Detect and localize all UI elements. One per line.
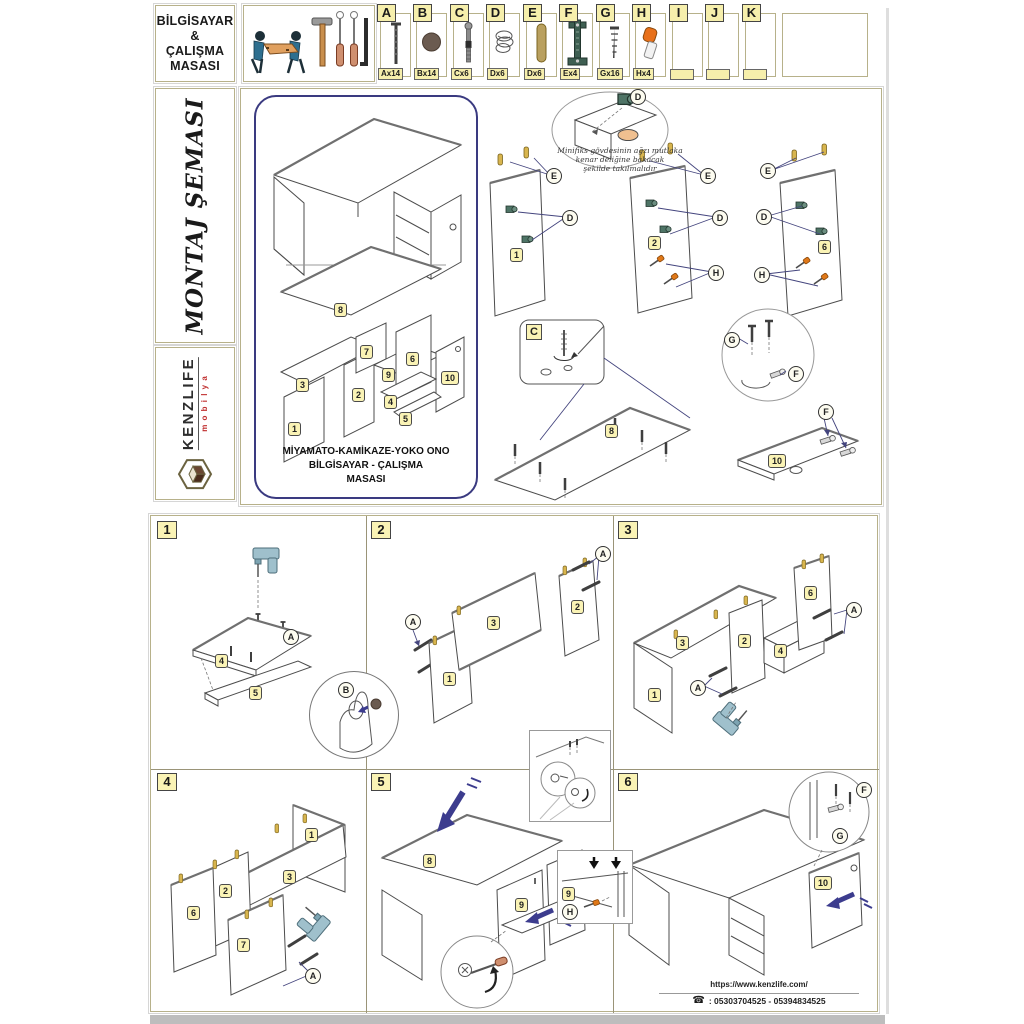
- footer-divider: [659, 993, 859, 994]
- part-number-chip: 9: [515, 898, 528, 912]
- part-number-chip: 1: [648, 688, 661, 702]
- step-number: 3: [618, 521, 638, 539]
- tools-illustration-icon: [244, 6, 374, 81]
- empty-part-box: [782, 13, 868, 77]
- product-caption-line1: MİYAMATO-KAMİKAZE-YOKO ONO: [282, 446, 450, 457]
- part-number-chip: 2: [219, 884, 232, 898]
- part-box-g: [599, 5, 630, 78]
- part-letter-badge: J: [705, 4, 724, 22]
- step-number: 1: [157, 521, 177, 539]
- part-number-chip: 10: [441, 371, 459, 385]
- product-title: BİLGİSAYAR & ÇALIŞMA MASASI: [156, 14, 234, 73]
- product-caption-line2: BİLGİSAYAR - ÇALIŞMA: [308, 460, 424, 471]
- minifix-note: Minifiks gövdesinin ağzı mutlaka kenar deliğine bakacak şekilde takılmalıdır: [557, 146, 683, 173]
- letter-badge: D: [756, 209, 772, 225]
- letter-badge: F: [818, 404, 834, 420]
- letter-badge: A: [305, 968, 321, 984]
- chipboard-screw-icon: [600, 14, 629, 74]
- part-number-chip: 1: [288, 422, 301, 436]
- part-number-chip: 1: [305, 828, 318, 842]
- letter-badge: F: [856, 782, 872, 798]
- letter-badge: A: [595, 546, 611, 562]
- part-letter-badge: G: [596, 4, 615, 22]
- part-letter-badge: A: [377, 4, 396, 22]
- letter-badge: G: [832, 828, 848, 844]
- product-title-box: [155, 5, 235, 82]
- montaj-semasi-box: [155, 88, 235, 343]
- part-number-chip: 5: [249, 686, 262, 700]
- part-box-a: [380, 5, 411, 78]
- part-number-chip: 4: [384, 395, 397, 409]
- confirmat-screw-icon: [381, 14, 410, 74]
- letter-badge: E: [760, 163, 776, 179]
- overview-diagrams: [480, 88, 882, 505]
- part-number-chip: 3: [296, 378, 309, 392]
- footer-phone: : 05303704525 - 05394834525: [708, 996, 826, 1006]
- brand-logo-box: [155, 347, 235, 500]
- part-box-i: [672, 5, 703, 77]
- product-panel: [254, 95, 478, 499]
- part-qty-label: Dx6: [524, 68, 545, 80]
- part-number-chip: 6: [187, 906, 200, 920]
- part-letter-badge: C: [450, 4, 469, 22]
- part-qty-label: [670, 69, 694, 80]
- tools-illustration-box: [243, 5, 375, 82]
- part-number-chip: 3: [283, 870, 296, 884]
- part-box-b: [416, 5, 447, 78]
- part-number-chip: 4: [215, 654, 228, 668]
- part-number-chip: 2: [352, 388, 365, 402]
- part-box-h: [635, 5, 666, 78]
- letter-badge: D: [562, 210, 578, 226]
- part-number-chip: 7: [237, 938, 250, 952]
- part-qty-label: [706, 69, 730, 80]
- step-number: 5: [371, 773, 391, 791]
- part-letter-badge: E: [523, 4, 542, 22]
- part-number-chip: 8: [605, 424, 618, 438]
- letter-badge: A: [690, 680, 706, 696]
- letter-badge: G: [724, 332, 740, 348]
- letter-badge: A: [283, 629, 299, 645]
- part-number-chip: 2: [571, 600, 584, 614]
- part-number-chip: 1: [510, 248, 523, 262]
- step-number: 4: [157, 773, 177, 791]
- step-number: 6: [618, 773, 638, 791]
- phone-icon: ☎: [692, 995, 705, 1006]
- letter-badge: B: [338, 682, 354, 698]
- letter-badge: D: [630, 89, 646, 105]
- part-number-chip: 7: [360, 345, 373, 359]
- part-box-c: [453, 5, 484, 78]
- part-number-chip: 9: [562, 887, 575, 901]
- letter-badge: H: [754, 267, 770, 283]
- letter-badge: H: [708, 265, 724, 281]
- part-box-j: [708, 5, 739, 77]
- letter-badge: E: [546, 168, 562, 184]
- product-drawings: [256, 97, 476, 497]
- detail-letter-chip: C: [526, 324, 542, 340]
- minifix-inset-box: [529, 730, 611, 822]
- part-number-chip: 2: [738, 634, 751, 648]
- part-letter-badge: K: [742, 4, 761, 22]
- wooden-dowel-icon: [527, 14, 556, 74]
- letter-badge: H: [562, 904, 578, 920]
- cover-cap-icon: [417, 14, 446, 74]
- letter-badge: F: [788, 366, 804, 382]
- part-qty-label: Bx14: [414, 68, 439, 80]
- part-number-chip: 8: [334, 303, 347, 317]
- cam-bolt-icon: [454, 14, 483, 74]
- step-3-cell: [614, 518, 878, 769]
- part-box-e: [526, 5, 557, 78]
- part-number-chip: 1: [443, 672, 456, 686]
- footer-url: https://www.kenzlife.com/: [710, 980, 808, 989]
- part-number-chip: 6: [406, 352, 419, 366]
- part-qty-label: [743, 69, 767, 80]
- cross-bracket-icon: [563, 14, 592, 74]
- part-box-k: [745, 5, 776, 77]
- minifix-cam-icon: [490, 14, 519, 74]
- part-letter-badge: H: [632, 4, 651, 22]
- part-number-chip: 3: [676, 636, 689, 650]
- step-6-cell: [614, 770, 878, 1011]
- brand-subtitle: m o b i l y a: [199, 374, 209, 432]
- product-caption-line3: MASASI: [346, 474, 386, 485]
- footer-phone-row: [664, 996, 854, 1006]
- cap-detail-circle: [309, 671, 399, 759]
- plastic-pin-icon: [636, 14, 665, 74]
- part-qty-label: Dx6: [487, 68, 508, 80]
- part-qty-label: Ax14: [378, 68, 403, 80]
- part-qty-label: Hx4: [633, 68, 654, 80]
- part-qty-label: Ex4: [560, 68, 580, 80]
- part-letter-badge: D: [486, 4, 505, 22]
- part-number-chip: 10: [814, 876, 832, 890]
- steps-grid: [150, 515, 878, 1012]
- part-number-chip: 4: [774, 644, 787, 658]
- scan-edge-right: [886, 8, 889, 1014]
- part-letter-badge: I: [669, 4, 688, 22]
- kenzlife-hexagon-icon: [178, 457, 212, 491]
- part-qty-label: Gx16: [597, 68, 623, 80]
- part-number-chip: 6: [818, 240, 831, 254]
- step-number: 2: [371, 521, 391, 539]
- part-number-chip: 8: [423, 854, 436, 868]
- part-number-chip: 6: [804, 586, 817, 600]
- brand-logo: [178, 356, 212, 490]
- brand-name: KENZLIFE: [179, 356, 197, 450]
- part-box-d: [489, 5, 520, 78]
- part-letter-badge: B: [413, 4, 432, 22]
- letter-badge: A: [846, 602, 862, 618]
- scan-edge-bottom: [150, 1015, 885, 1024]
- letter-badge: D: [712, 210, 728, 226]
- part-letter-badge: F: [559, 4, 578, 22]
- part-qty-label: Cx6: [451, 68, 472, 80]
- part-number-chip: 2: [648, 236, 661, 250]
- letter-badge: A: [405, 614, 421, 630]
- part-number-chip: 10: [768, 454, 786, 468]
- shelf-screw-inset-box: [557, 850, 633, 924]
- step-4-cell: [153, 770, 366, 1011]
- part-number-chip: 5: [399, 412, 412, 426]
- part-number-chip: 9: [382, 368, 395, 382]
- part-number-chip: 3: [487, 616, 500, 630]
- part-box-f: [562, 5, 593, 78]
- letter-badge: E: [700, 168, 716, 184]
- montaj-semasi-title: MONTAJ ŞEMASI: [181, 97, 209, 334]
